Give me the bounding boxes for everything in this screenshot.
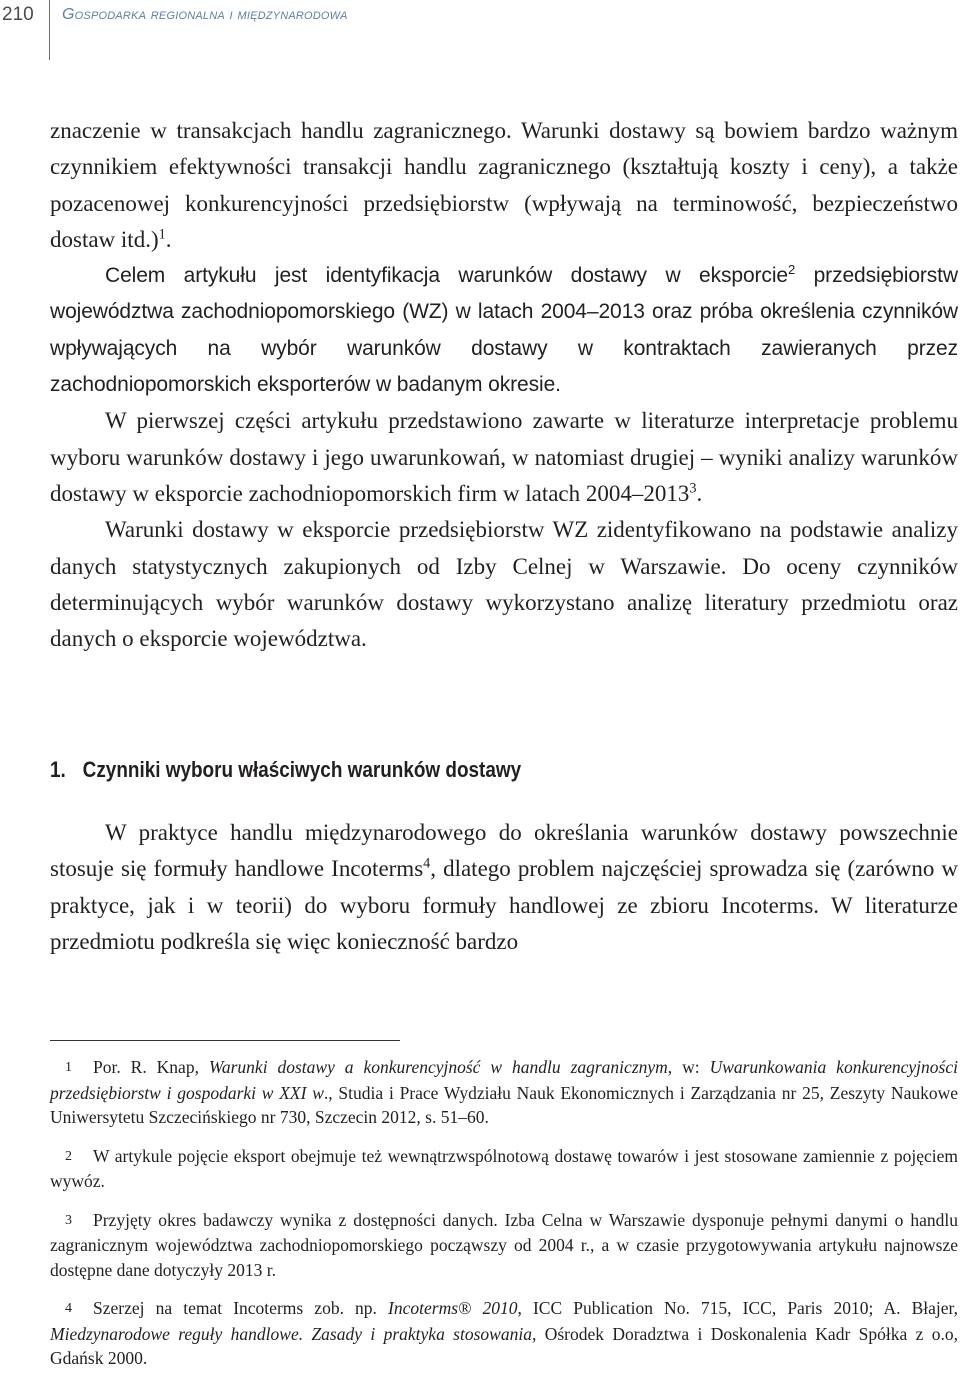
footnote-text: Por. R. Knap, [93, 1057, 209, 1077]
paragraph-4: Warunki dostawy w eksporcie przedsiębiorstw WZ zidentyfikowano na podstawie analizy danych statystycznych zakupionych od Izby Celnej w Warszawie. Do oceny czynników determinujących wybór warunków dostawy wykorzystano analizę literatury przedmiotu oraz danych o eksporcie województwa. [50, 517, 958, 652]
paragraph-3 [50, 403, 958, 512]
body-text-upper [50, 113, 958, 657]
body-text-lower [50, 815, 958, 960]
footnote-number: 4 [65, 1301, 72, 1316]
paragraph-2-text-b: przedsiębiorstw województwa zachodniopomorskiego (WZ) w latach 2004–2013 oraz próba określenia czynników wpływających na wybór warunków dostawy w kontraktach zawieranych przez zachodniopomorskich eksporterów w badanym okresie. [50, 264, 958, 397]
footnote-number: 3 [65, 1212, 72, 1228]
footnote-title: Uwarunkowania konkurencyjności przedsiębiorstw i gospodarki w XXI w [50, 1057, 958, 1103]
footnote-title: Incoterms® 2010 [388, 1298, 518, 1318]
footnote-title: Miedzynarodowe reguły handlowe. Zasady i praktyka stosowania [50, 1323, 532, 1344]
footnote-divider [50, 1040, 400, 1041]
section-heading [50, 757, 521, 783]
running-title: Gospodarka regionalna i międzynarodowa [62, 6, 348, 23]
paragraph-2 [50, 258, 958, 403]
paragraph-1 [50, 113, 958, 258]
paragraph-5 [50, 815, 958, 960]
footnote-text: Przyjęty okres badawczy wynika z dostępności danych. Izba Celna w Warszawie dysponuje pełnymi danymi o handlu zagranicznym województwa zachodniopomorskiego począwszy od 2004 r., a w czasie przygotowywania artykułu najnowsze dostępne dane dotyczyły 2013 r. [50, 1209, 958, 1280]
paragraph-5-text-a: W praktyce handlu międzynarodowego do określania warunków dostawy powszechnie stosuje się formuły handlowe Incoterms [50, 820, 958, 882]
header-divider [49, 0, 50, 60]
page-number: 210 [2, 4, 34, 25]
footnote-ref-3[interactable]: 3 [689, 480, 697, 497]
footnote-ref-4[interactable]: 4 [423, 855, 431, 872]
footnote-text: W artykule pojęcie eksport obejmuje też wewnątrzwspólnotową dostawę towarów i jest stosowane zamiennie z pojęciem wywóz. [50, 1145, 958, 1191]
footnote-number: 2 [65, 1148, 72, 1164]
paragraph-5-text-b: , dlatego problem najczęściej sprowadza się (zarówno w praktyce, jak i w teorii) do wyboru formuły handlowej ze zbioru Incoterms. W literaturze przedmiotu podkreśla się więc konieczność bardzo [50, 856, 958, 954]
footnote-2 [50, 1144, 958, 1194]
footnote-text: ., Studia i Prace Wydziału Nauk Ekonomicznych i Zarządzania nr 25, Zeszyty Naukowe Uniwersytetu Szczecińskiego nr 730, Szczecin 2012, s. 51–60. [50, 1082, 958, 1127]
footnotes [50, 1055, 958, 1385]
paragraph-3-text: W pierwszej części artykułu przedstawiono zawarte w literaturze interpretacje problemu wyboru warunków dostawy i jego uwarunkowań, w natomiast drugiej – wyniki analizy warunków dostawy w eksporcie zachodniopomorskich firm w latach 2004–2013 [50, 408, 958, 506]
paragraph-3-end: . [696, 480, 703, 506]
footnote-3 [50, 1208, 958, 1283]
paragraph-2-text-a: Celem artykułu jest identyfikacja warunków dostawy w eksporcie [105, 264, 788, 288]
section-number: 1. [50, 757, 66, 782]
footnote-title: Warunki dostawy a konkurencyjność w handlu zagranicznym [208, 1057, 668, 1077]
footnote-text: , ICC Publication No. 715, ICC, Paris 2010; A. Błajer, [517, 1298, 959, 1318]
footnote-number: 1 [65, 1060, 72, 1075]
footnote-text: , Ośrodek Doradztwa i Doskonalenia Kadr Spółka z o.o, Gdańsk 2000. [50, 1323, 958, 1368]
paragraph-1-end: . [165, 226, 172, 252]
footnote-4 [50, 1296, 958, 1371]
footnote-text: Szerzej na temat Incoterms zob. np. [93, 1298, 389, 1318]
footnote-1 [50, 1055, 958, 1130]
footnote-text: , w: [667, 1057, 710, 1077]
page-header [0, 0, 960, 62]
paragraph-1-text: znaczenie w transakcjach handlu zagranicznego. Warunki dostawy są bowiem bardzo ważnym czynnikiem efektywności transakcji handlu zagranicznego (kształtują koszty i ceny), a także pozacenowej konkurencyjności przedsiębiorstw (wpływają na terminowość, bezpieczeństwo dostaw itd.) [50, 118, 958, 252]
footnote-ref-1[interactable]: 1 [158, 226, 166, 243]
section-title: Czynniki wyboru właściwych warunków dostawy [82, 757, 522, 782]
footnote-ref-2[interactable]: 2 [787, 262, 796, 278]
